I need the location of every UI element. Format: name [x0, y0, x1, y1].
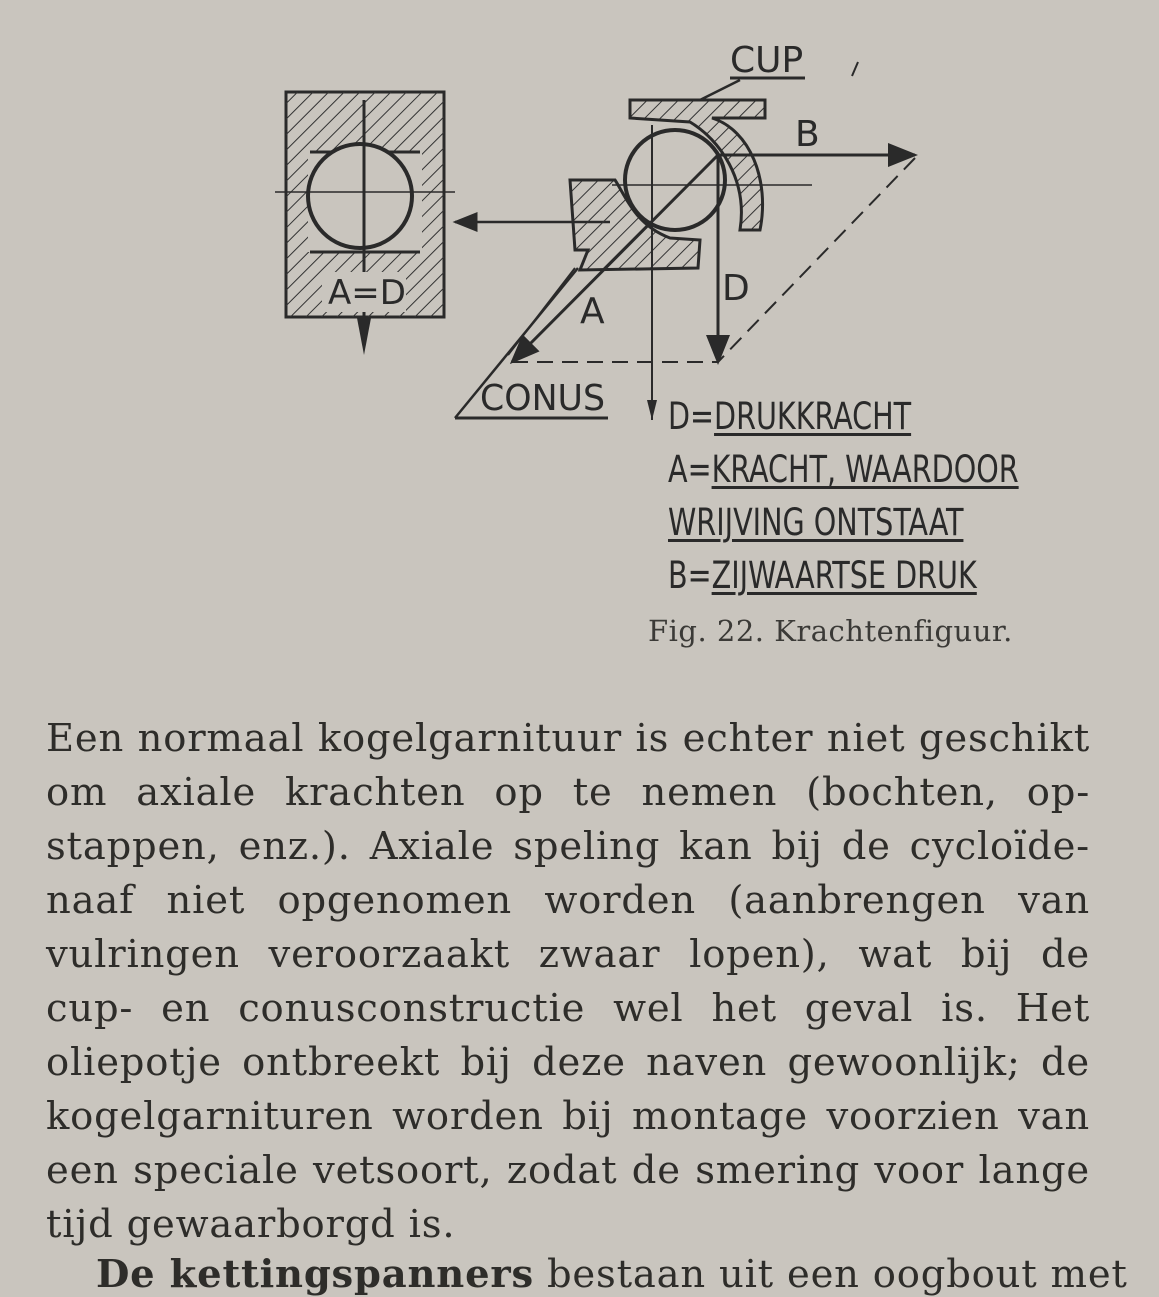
legend-item	[668, 549, 1019, 602]
legend-prefix: D=	[668, 395, 715, 438]
cutoff-text: bestaan uit een oogbout met	[533, 1252, 1128, 1297]
label-d: D	[722, 268, 750, 309]
right-ball	[625, 130, 725, 230]
label-conus: CONUS	[480, 378, 605, 419]
term-kettingspanners: De kettingspanners	[96, 1252, 534, 1297]
left-ball	[308, 144, 412, 248]
legend-item	[668, 390, 1019, 443]
label-a-eq-d: A=D	[328, 273, 406, 313]
legend-text: DRUKKRACHT	[714, 395, 912, 438]
paragraph-text: Een normaal kogelgarnituur is echter niet geschikt om axiale krachten op te nemen (bochten, op-stappen, enz.). Axiale speling kan bij de cycloïde-naaf niet opgenomen worden (aanbrengen van vulringen veroorzaakt zwaar lopen), wat bij de cup- en conusconstructie wel het geval is. Het oliepotje ontbreekt bij deze naven gewoonlijk; de kogelgarnituren worden bij montage voorzien van een speciale vetsoort, zodat de smering voor lange tijd gewaarborgd is.	[46, 716, 1090, 1247]
legend-prefix: A=	[668, 448, 712, 491]
legend-item	[668, 443, 1019, 496]
next-paragraph-start	[96, 1252, 1128, 1297]
left-bearing	[275, 92, 455, 355]
label-a: A	[580, 291, 605, 332]
legend-text: ZIJWAARTSE DRUK	[711, 554, 977, 597]
body-paragraph	[46, 712, 1090, 1252]
figure-legend	[668, 390, 1019, 602]
label-cup: CUP	[730, 40, 804, 81]
legend-text: WRIJVING ONTSTAAT	[668, 501, 964, 544]
legend-text: KRACHT, WAARDOOR	[711, 448, 1019, 491]
figure-caption: Fig. 22. Krachtenfiguur.	[648, 614, 1013, 648]
legend-item	[668, 496, 1019, 549]
label-b: B	[795, 114, 820, 155]
legend-prefix: B=	[668, 554, 712, 597]
